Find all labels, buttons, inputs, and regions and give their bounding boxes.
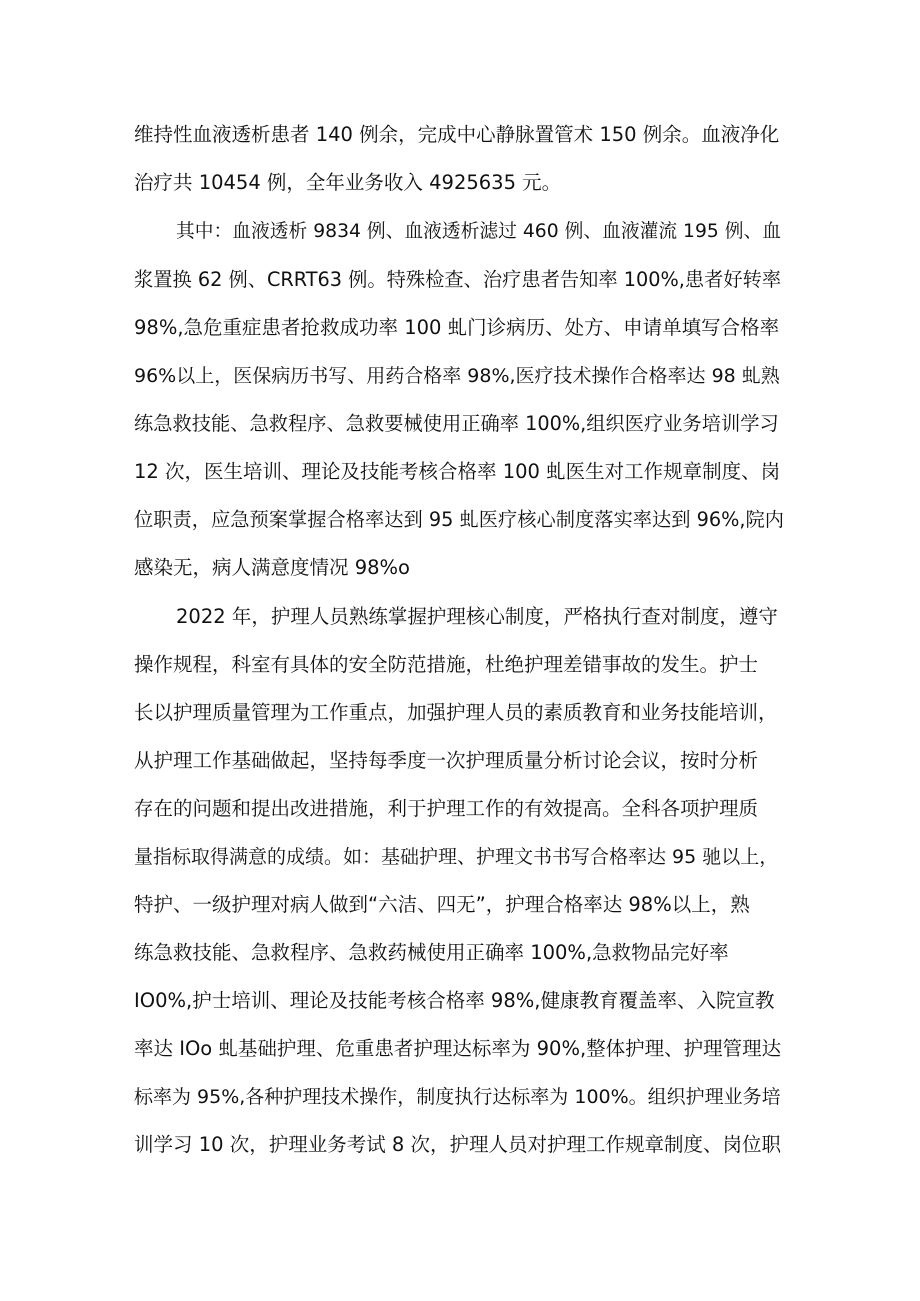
paragraph-1-line-1: 维持性血液透析患者 140 例余，完成中心静脉置管术 150 例余。血液净化 [134,123,780,146]
paragraph-3-line-11: 标率为 95%,各种护理技术操作，制度执行达标率为 100%。组织护理业务培 [134,1086,781,1108]
paragraph-3-line-4: 从护理工作基础做起，坚持每季度一次护理质量分析讨论会议，按时分析 [134,749,759,772]
paragraph-3-line-2: 操作规程，科室有具体的安全防范措施，杜绝护理差错事故的发生。护士 [134,653,759,676]
paragraph-3-line-3: 长以护理质量管理为工作重点，加强护理人员的素质教育和业务技能培训， [134,701,778,724]
paragraph-3-line-10: 率达 IOo 虬基础护理、危重患者护理达标率为 90%,整体护理、护理管理达 [134,1037,782,1060]
paragraph-2-line-8: 感染无，病人满意度情况 98%o [134,556,410,579]
paragraph-3-line-9: IO0%,护士培训、理论及技能考核合格率 98%,健康教育覆盖率、入院宣教 [134,989,775,1012]
paragraph-2-line-4: 96%以上，医保病历书写、用药合格率 98%,医疗技术操作合格率达 98 虬熟 [134,365,780,387]
paragraph-3-line-1: 2022 年，护理人员熟练掌握护理核心制度，严格执行查对制度，遵守 [176,605,778,628]
paragraph-3-line-12: 训学习 10 次，护理业务考试 8 次，护理人员对护理工作规章制度、岗位职 [134,1133,782,1156]
paragraph-3-line-5: 存在的问题和提出改进措施，利于护理工作的有效提高。全科各项护理质 [134,797,759,820]
paragraph-2-line-2: 浆置换 62 例、CRRT63 例。特殊检查、治疗患者告知率 100%,患者好转率 [134,268,782,291]
paragraph-2-line-7: 位职责，应急预案掌握合格率达到 95 虬医疗核心制度落实率达到 96%,院内 [134,508,785,531]
paragraph-1-line-2: 治疗共 10454 例，全年业务收入 4925635 元。 [134,171,562,194]
paragraph-2-line-1: 其中：血液透析 9834 例、血液透析滤过 460 例、血液灌流 195 例、血 [176,221,782,242]
paragraph-3-line-6: 量指标取得满意的成绩。如：基础护理、护理文书书写合格率达 95 驰以上， [134,846,779,868]
paragraph-3-line-8: 练急救技能、急救程序、急救药械使用正确率 100%,急救物品完好率 [134,941,729,964]
paragraph-2-line-3: 98%,急危重症患者抢救成功率 100 虬门诊病历、处方、申请单填写合格率 [134,316,780,339]
paragraph-3-line-7: 特护、一级护理对病人做到“六洁、四无”，护理合格率达 98%以上，熟 [134,893,750,916]
paragraph-2-line-5: 练急救技能、急救程序、急救要械使用正确率 100%,组织医疗业务培训学习 [134,412,779,435]
paragraph-2-line-6: 12 次，医生培训、理论及技能考核合格率 100 虬医生对工作规章制度、岗 [134,460,781,483]
